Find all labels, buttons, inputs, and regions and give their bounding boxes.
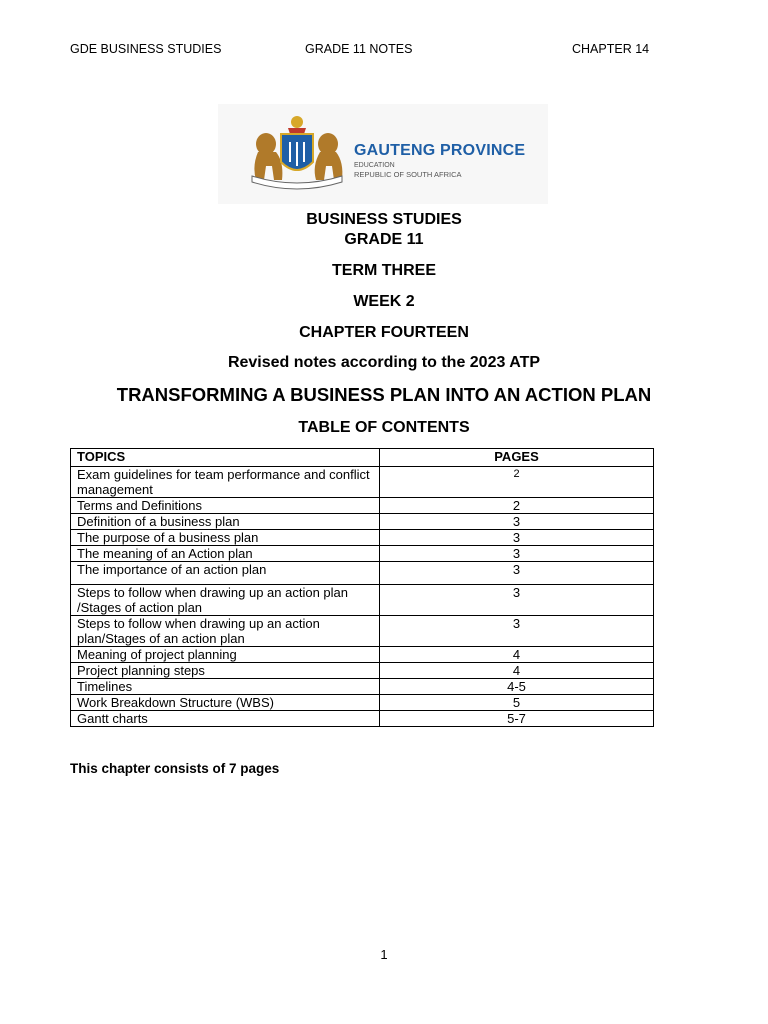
toc-topic: Project planning steps [71,663,380,679]
table-row [71,562,654,585]
chapter-length-note: This chapter consists of 7 pages [70,761,280,776]
header-left: GDE BUSINESS STUDIES [70,42,222,56]
toc-table [70,448,654,727]
revision-note: Revised notes according to the 2023 ATP [227,354,541,371]
table-row [71,616,654,647]
toc-pages: 3 [380,562,654,585]
toc-topic: Gantt charts [71,711,380,727]
toc-header-topics: TOPICS [71,449,380,467]
toc-pages: 3 [380,616,654,647]
toc-topic: The purpose of a business plan [71,530,380,546]
page-number: 1 [380,947,388,962]
grade-title: GRADE 11 [344,231,424,248]
toc-topic: Terms and Definitions [71,498,380,514]
table-row [71,663,654,679]
week-title: WEEK 2 [353,293,415,310]
logo-subtitle: EDUCATION [354,162,395,169]
toc-topic: Steps to follow when drawing up an action plan /Stages of action plan [71,585,380,616]
toc-header-pages: PAGES [380,449,654,467]
table-row [71,711,654,727]
toc-pages: 3 [380,530,654,546]
subject-title: BUSINESS STUDIES [306,211,462,228]
toc-topic: Meaning of project planning [71,647,380,663]
header-right: CHAPTER 14 [572,42,650,56]
toc-pages: 4 [380,647,654,663]
toc-pages: 5 [380,695,654,711]
toc-topic: The meaning of an Action plan [71,546,380,562]
table-row [71,679,654,695]
table-row [71,498,654,514]
toc-topic: Timelines [71,679,380,695]
main-title: TRANSFORMING A BUSINESS PLAN INTO AN ACTION PLAN [116,384,652,405]
toc-pages: 4-5 [380,679,654,695]
toc-pages: 2 [380,467,654,498]
table-row [71,530,654,546]
toc-topic: The importance of an action plan [71,562,380,585]
toc-heading: TABLE OF CONTENTS [298,419,470,436]
toc-pages: 3 [380,514,654,530]
gauteng-logo [218,104,548,204]
logo-country: REPUBLIC OF SOUTH AFRICA [354,170,462,179]
toc-topic: Steps to follow when drawing up an action plan/Stages of an action plan [71,616,380,647]
term-title: TERM THREE [332,262,436,279]
table-row [71,546,654,562]
toc-pages: 4 [380,663,654,679]
table-row [71,514,654,530]
toc-pages: 3 [380,546,654,562]
toc-topic: Definition of a business plan [71,514,380,530]
toc-pages: 5-7 [380,711,654,727]
toc-topic: Exam guidelines for team performance and conflict management [71,467,380,498]
table-row [71,467,654,498]
toc-topic: Work Breakdown Structure (WBS) [71,695,380,711]
header-center: GRADE 11 NOTES [305,42,413,56]
table-row [71,647,654,663]
table-row [71,695,654,711]
table-row [71,585,654,616]
toc-header-row [71,449,654,467]
chapter-title: CHAPTER FOURTEEN [299,324,469,341]
toc-pages: 3 [380,585,654,616]
toc-pages: 2 [380,498,654,514]
logo-title: GAUTENG PROVINCE [354,142,526,159]
